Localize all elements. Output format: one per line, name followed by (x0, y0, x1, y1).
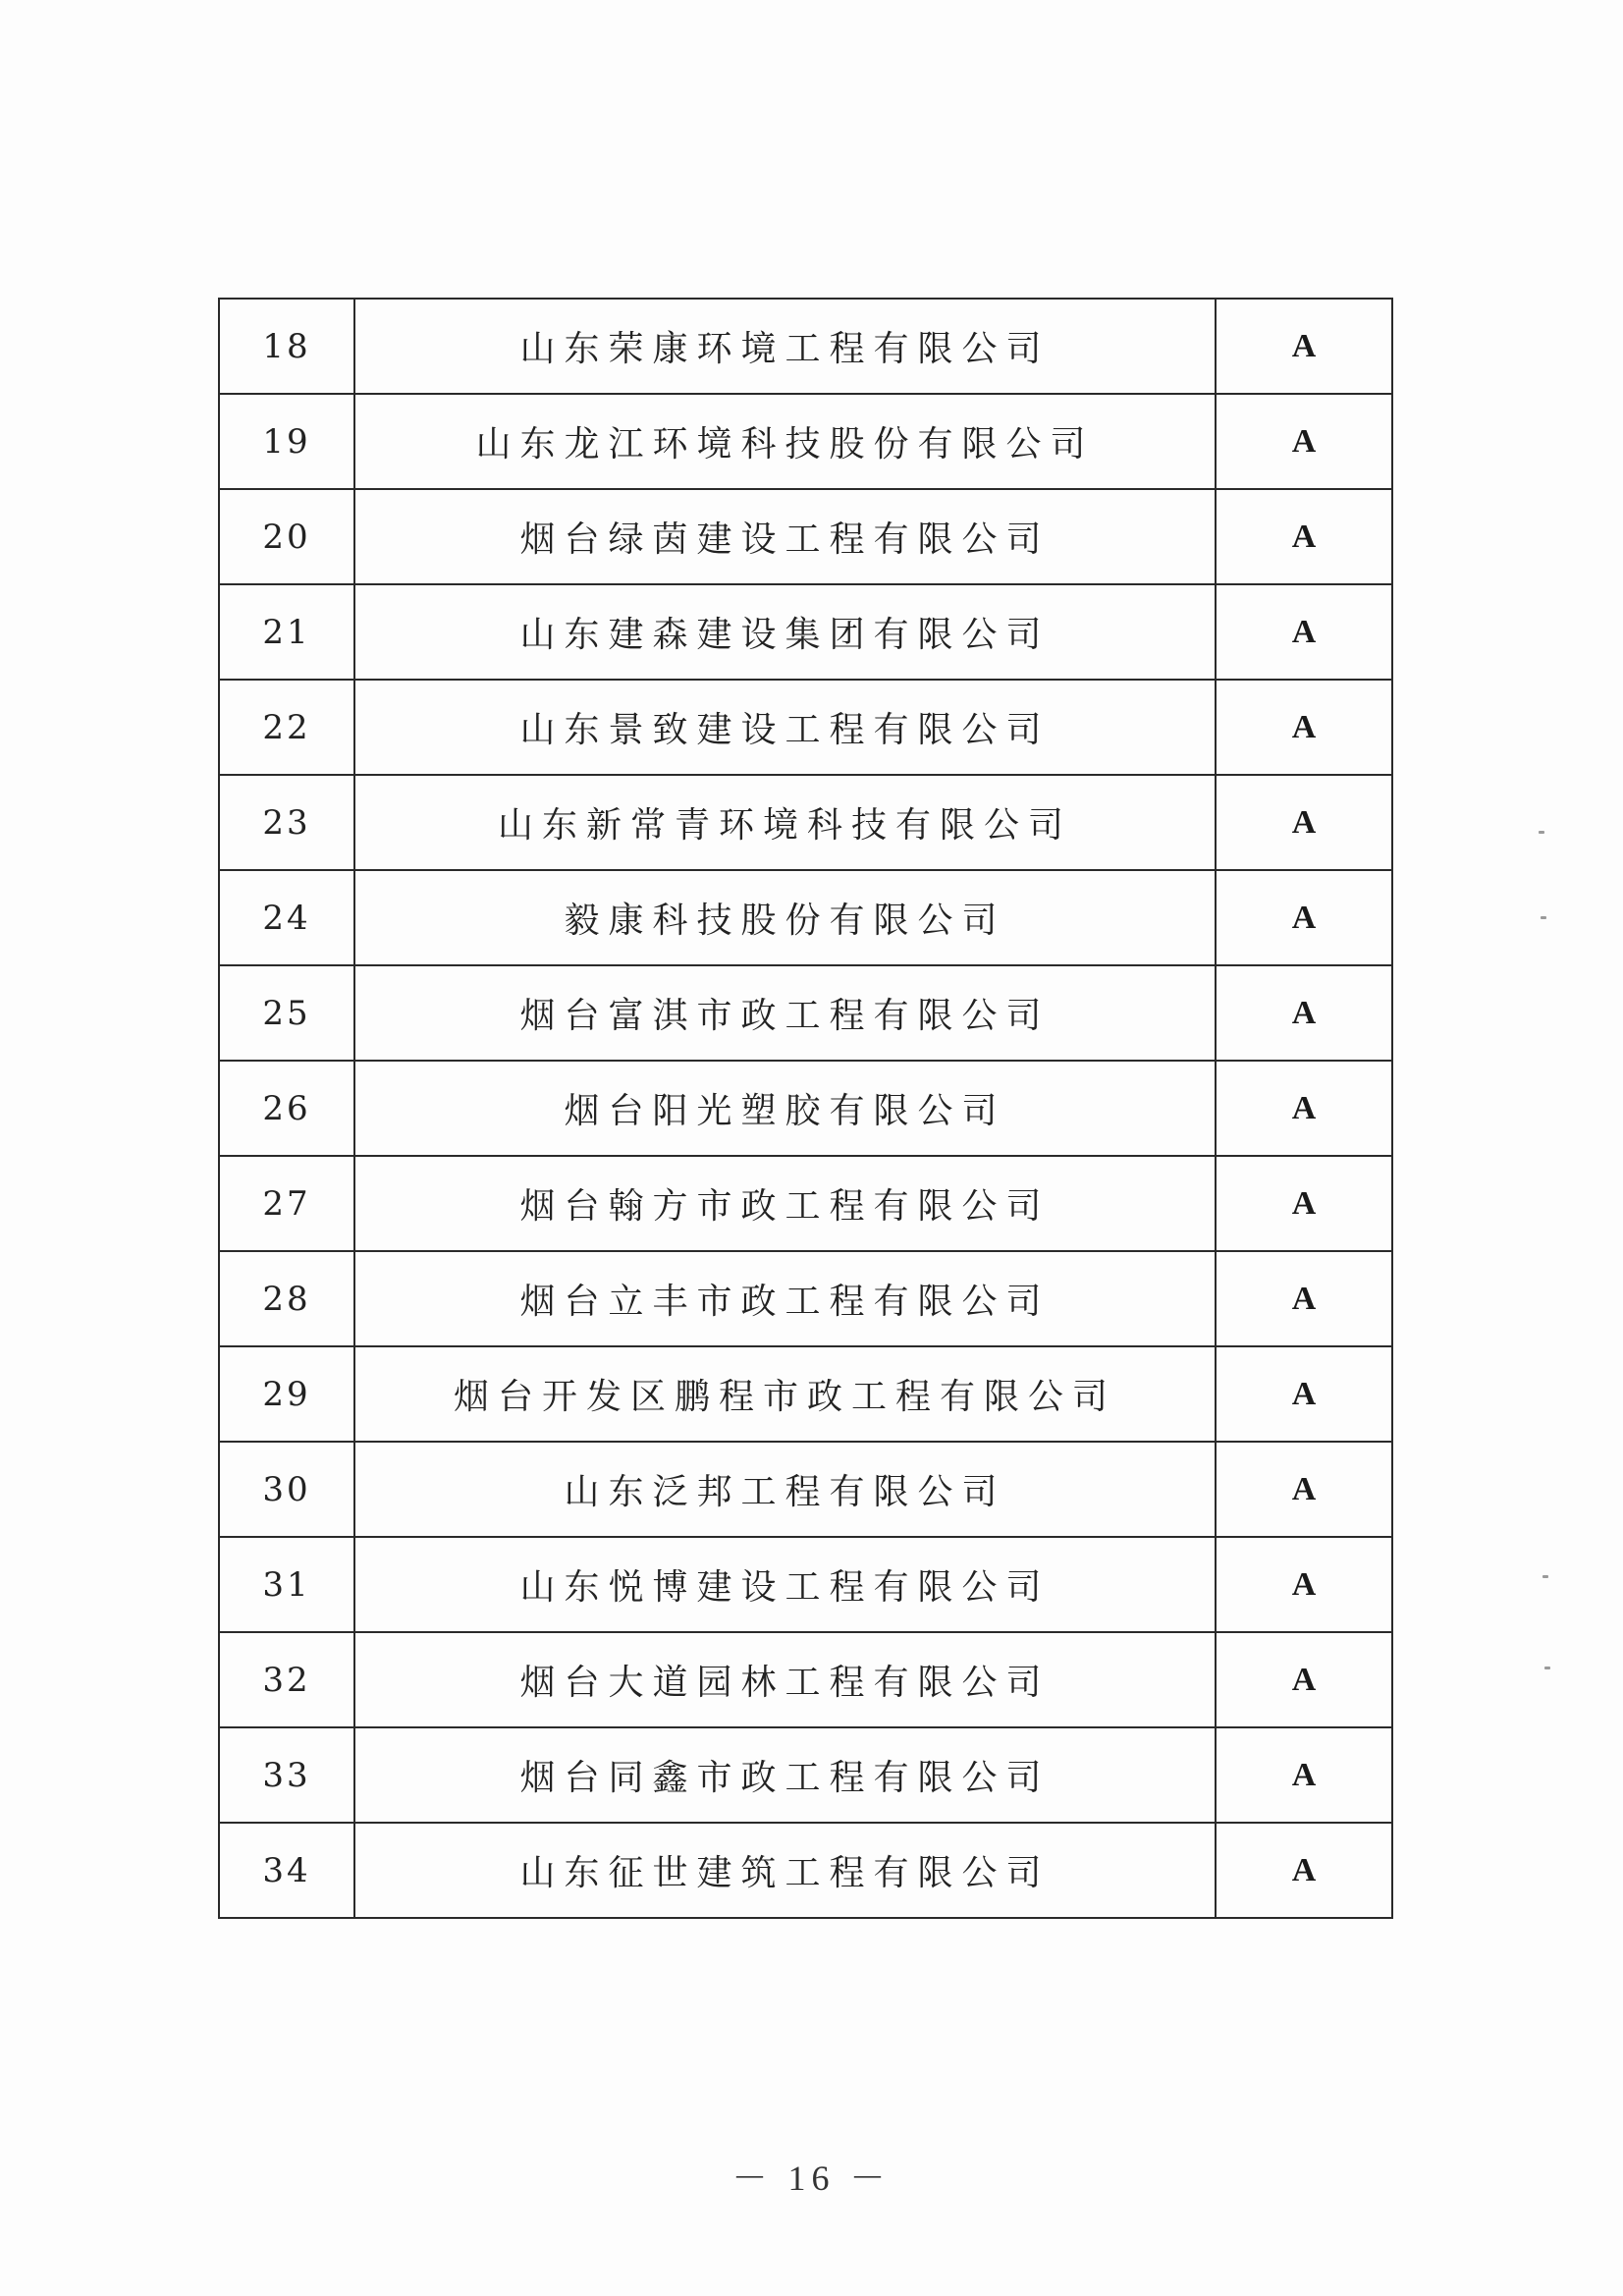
table-row (219, 299, 1392, 394)
row-number: 32 (219, 1632, 354, 1727)
company-name: 烟台翰方市政工程有限公司 (354, 1156, 1216, 1251)
scan-speck (1544, 1667, 1550, 1669)
table-body (219, 299, 1392, 1918)
table-row (219, 1156, 1392, 1251)
company-name: 山东荣康环境工程有限公司 (354, 299, 1216, 394)
credit-grade: A (1216, 1346, 1392, 1442)
row-number: 28 (219, 1251, 354, 1346)
credit-grade: A (1216, 1156, 1392, 1251)
scan-speck (1539, 831, 1544, 834)
credit-grade: A (1216, 1823, 1392, 1918)
company-name: 烟台阳光塑胶有限公司 (354, 1061, 1216, 1156)
company-name: 烟台开发区鹏程市政工程有限公司 (354, 1346, 1216, 1442)
credit-grade: A (1216, 1537, 1392, 1632)
scan-speck (1541, 916, 1546, 919)
company-name: 烟台同鑫市政工程有限公司 (354, 1727, 1216, 1823)
table-row (219, 394, 1392, 489)
row-number: 18 (219, 299, 354, 394)
credit-grade: A (1216, 680, 1392, 775)
credit-grade: A (1216, 965, 1392, 1061)
row-number: 33 (219, 1727, 354, 1823)
table-row (219, 1632, 1392, 1727)
table-row (219, 1346, 1392, 1442)
table-row (219, 1442, 1392, 1537)
credit-grade: A (1216, 1442, 1392, 1537)
row-number: 30 (219, 1442, 354, 1537)
credit-grade: A (1216, 299, 1392, 394)
credit-grade: A (1216, 870, 1392, 965)
company-name: 烟台大道园林工程有限公司 (354, 1632, 1216, 1727)
credit-grade: A (1216, 1727, 1392, 1823)
company-name: 烟台立丰市政工程有限公司 (354, 1251, 1216, 1346)
table-row (219, 965, 1392, 1061)
row-number: 23 (219, 775, 354, 870)
company-name: 山东新常青环境科技有限公司 (354, 775, 1216, 870)
row-number: 19 (219, 394, 354, 489)
scan-speck (1542, 1575, 1548, 1578)
table-row (219, 1727, 1392, 1823)
company-name: 山东征世建筑工程有限公司 (354, 1823, 1216, 1918)
row-number: 25 (219, 965, 354, 1061)
table-row (219, 1061, 1392, 1156)
table-row (219, 584, 1392, 680)
row-number: 31 (219, 1537, 354, 1632)
row-number: 26 (219, 1061, 354, 1156)
table-row (219, 1251, 1392, 1346)
company-name: 山东景致建设工程有限公司 (354, 680, 1216, 775)
row-number: 34 (219, 1823, 354, 1918)
row-number: 21 (219, 584, 354, 680)
credit-grade: A (1216, 775, 1392, 870)
row-number: 29 (219, 1346, 354, 1442)
row-number: 22 (219, 680, 354, 775)
row-number: 24 (219, 870, 354, 965)
company-name: 山东龙江环境科技股份有限公司 (354, 394, 1216, 489)
row-number: 27 (219, 1156, 354, 1251)
credit-grade: A (1216, 1251, 1392, 1346)
table-row (219, 489, 1392, 584)
company-rating-table (218, 298, 1393, 1919)
table-row (219, 870, 1392, 965)
table-row (219, 775, 1392, 870)
table-row (219, 1823, 1392, 1918)
row-number: 20 (219, 489, 354, 584)
page-number: － 16 － (731, 2159, 892, 2198)
company-name: 山东建森建设集团有限公司 (354, 584, 1216, 680)
company-name: 毅康科技股份有限公司 (354, 870, 1216, 965)
company-name: 烟台绿茵建设工程有限公司 (354, 489, 1216, 584)
credit-grade: A (1216, 394, 1392, 489)
credit-grade: A (1216, 1632, 1392, 1727)
table-row (219, 1537, 1392, 1632)
table-row (219, 680, 1392, 775)
company-name: 烟台富淇市政工程有限公司 (354, 965, 1216, 1061)
credit-grade: A (1216, 489, 1392, 584)
credit-grade: A (1216, 1061, 1392, 1156)
credit-grade: A (1216, 584, 1392, 680)
company-name: 山东泛邦工程有限公司 (354, 1442, 1216, 1537)
company-name: 山东悦博建设工程有限公司 (354, 1537, 1216, 1632)
